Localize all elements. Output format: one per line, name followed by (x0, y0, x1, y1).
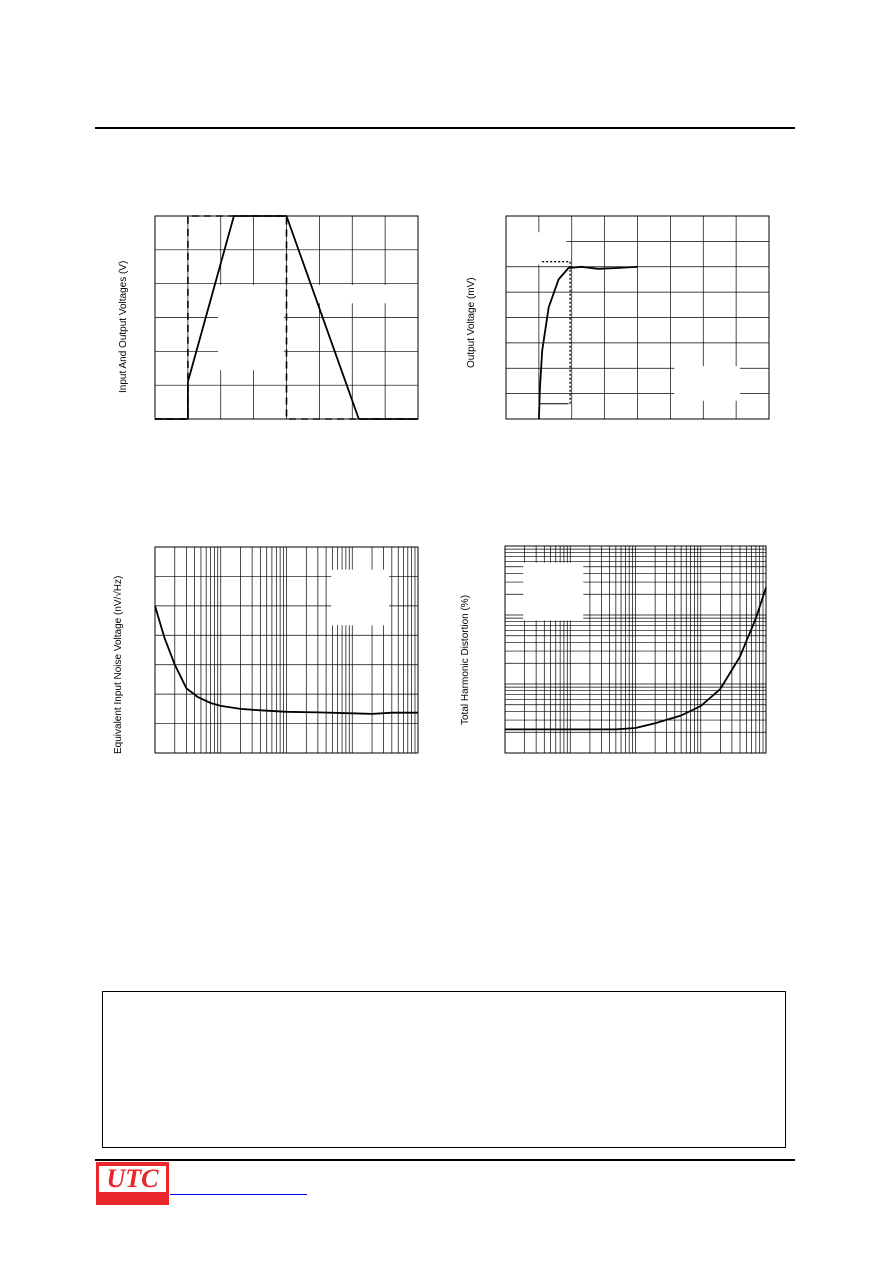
chart-input-noise-voltage (105, 530, 435, 770)
footer-link-underline[interactable] (170, 1194, 307, 1195)
notice-box (102, 991, 786, 1148)
chart-4-ylabel: Total Harmonic Distortion (%) (460, 594, 471, 725)
chart-2-ylabel: Output Voltage (mV) (466, 277, 477, 368)
chart-1-ylabel: Input And Output Voltages (V) (118, 260, 129, 393)
blank-label-area (506, 232, 566, 264)
footer-rule (95, 1159, 795, 1161)
series-line-2 (542, 262, 570, 404)
chart-3-plot (105, 530, 435, 770)
chart-4-plot (455, 530, 785, 770)
chart-input-output-voltages (105, 200, 435, 440)
blank-label-area (523, 563, 583, 621)
blank-label-area (331, 570, 389, 626)
utc-logo-inner (99, 1166, 166, 1192)
blank-label-area (218, 285, 284, 370)
utc-logo (96, 1162, 169, 1205)
header-rule (95, 127, 795, 129)
chart-3-ylabel: Equivalent Input Noise Voltage (nV/√Hz) (113, 575, 124, 754)
blank-label-area (308, 285, 387, 303)
blank-label-area (674, 366, 740, 401)
chart-output-voltage (455, 200, 785, 440)
chart-2-plot (455, 200, 785, 440)
chart-1-plot (105, 200, 435, 440)
utc-logo-text: UTC (106, 1164, 159, 1193)
chart-total-harmonic-distortion (455, 530, 785, 770)
